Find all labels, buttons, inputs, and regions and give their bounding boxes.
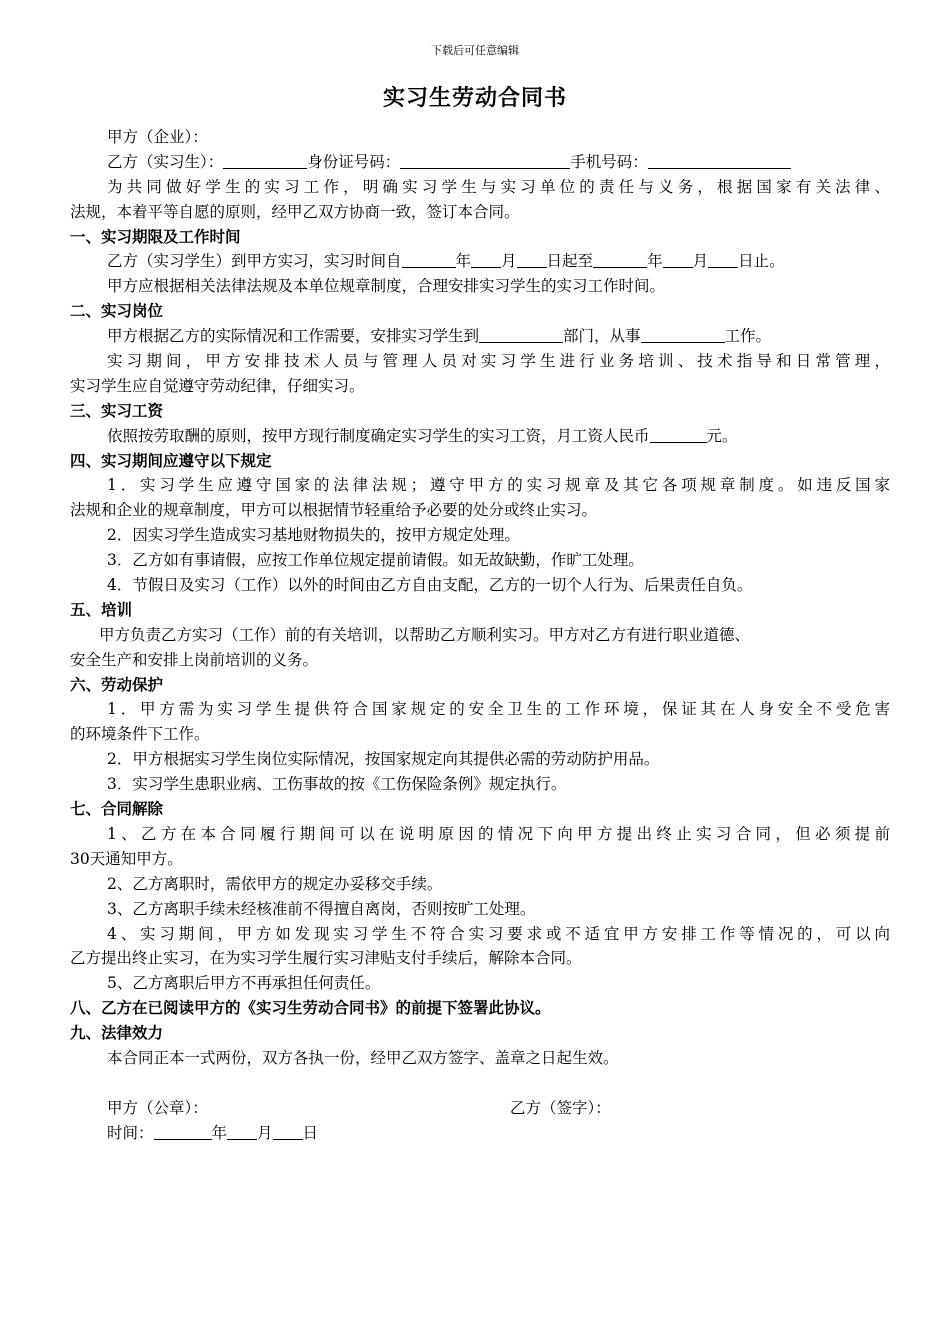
yuan-label: 元。 — [706, 426, 738, 445]
section-1-line-2: 甲方应根据相关法律法规及本单位规章制度，合理安排实习学生的实习工作时间。 — [107, 277, 666, 296]
section-4-line: 2．因实习学生造成实习基地财物损失的，按甲方规定处理。 — [107, 526, 520, 545]
period-text: 乙方（实习学生）到甲方实习，实习时间自 — [107, 252, 402, 271]
sign-day-blank[interactable] — [273, 1122, 303, 1140]
section-9-line: 本合同正本一式两份，双方各执一份，经甲乙双方签字、盖章之日起生效。 — [107, 1048, 619, 1067]
section-7-heading: 七、合同解除 — [70, 800, 164, 819]
header-note: 下载后可任意编辑 — [431, 44, 519, 57]
phone-label: 手机号码： — [570, 152, 648, 171]
id-number-blank[interactable] — [400, 151, 570, 169]
section-5-heading: 五、培训 — [70, 600, 133, 619]
section-4-heading: 四、实习期间应遵守以下规定 — [70, 451, 272, 470]
party-a-seal-label: 甲方（公章）： — [107, 1099, 208, 1117]
internship-period-line — [70, 249, 890, 274]
document-title: 实习生劳动合同书 — [382, 86, 567, 111]
department-label: 部门，从事 — [563, 327, 641, 346]
start-month-blank[interactable] — [471, 250, 501, 268]
section-6-line: 的环境条件下工作。 — [70, 725, 210, 744]
start-year-blank[interactable] — [402, 250, 456, 268]
start-day-blank[interactable] — [517, 250, 547, 268]
sign-month-blank[interactable] — [227, 1122, 257, 1140]
party-b-signature-label: 乙方（签字）： — [510, 1099, 611, 1117]
salary-line — [70, 424, 890, 449]
section-7-line: 乙方提出终止实习，在为实习学生履行实习津贴支付手续后，解除本合同。 — [70, 949, 582, 968]
section-6-line: 1．甲方需为实习学生提供符合国家规定的安全卫生的工作环境，保证其在人身安全不受危害 — [107, 700, 890, 719]
intro-line-1: 为共同做好学生的实习工作，明确实习学生与实习单位的责任与义务，根据国家有关法律、 — [107, 177, 890, 196]
position-text: 甲方根据乙方的实际情况和工作需要，安排实习学生到 — [107, 327, 480, 346]
end-day-blank[interactable] — [708, 250, 738, 268]
section-7-line: 3、乙方离职手续未经核准前不得擅自离岗，否则按旷工处理。 — [107, 899, 536, 918]
section-2-line-3: 实习学生应自觉遵守劳动纪律，仔细实习。 — [70, 376, 365, 395]
end-month-blank[interactable] — [663, 250, 693, 268]
job-blank[interactable] — [641, 325, 725, 343]
intro-line-2: 法规，本着平等自愿的原则，经甲乙双方协商一致，签订本合同。 — [70, 202, 520, 221]
signature-block — [107, 1096, 907, 1146]
section-2-line-2: 实习期间，甲方安排技术人员与管理人员对实习学生进行业务培训、技术指导和日常管理， — [107, 352, 890, 371]
day-label: 日 — [302, 1123, 319, 1142]
signature-date-line — [107, 1121, 907, 1146]
party-b-line — [70, 150, 890, 175]
party-a-label: 甲方（企业）： — [107, 128, 208, 146]
section-7-line: 1、乙方在本合同履行期间可以在说明原因的情况下向甲方提出终止实习合同，但必须提前 — [107, 824, 890, 843]
year-label: 年 — [455, 252, 472, 271]
section-3-heading: 三、实习工资 — [70, 401, 164, 420]
sign-year-blank[interactable] — [154, 1122, 212, 1140]
section-9-heading: 九、法律效力 — [70, 1024, 164, 1043]
section-1-heading: 一、实习期限及工作时间 — [70, 227, 241, 246]
department-blank[interactable] — [479, 325, 563, 343]
section-5-line: 安全生产和安排上岗前培训的义务。 — [70, 650, 319, 669]
party-a-line — [70, 125, 890, 150]
day-from-label: 日起至 — [546, 252, 594, 271]
salary-amount-blank[interactable] — [650, 425, 707, 443]
salary-text: 依照按劳取酬的原则，按甲方现行制度确定实习学生的实习工资，月工资人民币 — [107, 426, 650, 445]
section-8-heading: 八、乙方在已阅读甲方的《实习生劳动合同书》的前提下签署此协议。 — [70, 999, 551, 1018]
section-7-line: 5、乙方离职后甲方不再承担任何责任。 — [107, 974, 381, 993]
section-6-line: 3．实习学生患职业病、工伤事故的按《工伤保险条例》规定执行。 — [107, 775, 567, 794]
section-4-line: 1．实习学生应遵守国家的法律法规；遵守甲方的实习规章及其它各项规章制度。如违反国家 — [107, 476, 890, 495]
position-line — [70, 324, 890, 349]
id-number-label: 身份证号码： — [307, 152, 401, 171]
party-b-label: 乙方（实习生）： — [107, 152, 224, 171]
section-7-line: 2、乙方离职时，需依甲方的规定办妥移交手续。 — [107, 874, 443, 893]
section-6-heading: 六、劳动保护 — [70, 675, 164, 694]
contract-body — [70, 125, 890, 1071]
year-label: 年 — [211, 1123, 228, 1142]
year-label: 年 — [647, 252, 663, 271]
end-year-blank[interactable] — [593, 250, 647, 268]
section-4-line: 法规和企业的规章制度，甲方可以根据情节轻重给予必要的处分或终止实习。 — [70, 501, 598, 520]
student-name-blank[interactable] — [223, 151, 307, 169]
section-4-line: 4．节假日及实习（工作）以外的时间由乙方自由支配，乙方的一切个人行为、后果责任自负。 — [107, 576, 753, 595]
section-4-line: 3．乙方如有事请假，应按工作单位规定提前请假。如无故缺勤，作旷工处理。 — [107, 551, 644, 570]
phone-blank[interactable] — [648, 151, 791, 169]
section-2-heading: 二、实习岗位 — [70, 302, 164, 321]
month-label: 月 — [692, 252, 709, 271]
section-7-line: 4、实习期间，甲方如发现实习学生不符合实习要求或不适宜甲方安排工作等情况的，可以向 — [107, 924, 890, 943]
month-label: 月 — [501, 252, 517, 271]
section-6-line: 2．甲方根据实习学生岗位实际情况，按国家规定向其提供必需的劳动防护用品。 — [107, 750, 660, 769]
signature-row — [107, 1096, 907, 1121]
month-label: 月 — [257, 1123, 273, 1142]
day-to-label: 日止。 — [738, 252, 785, 271]
section-7-line: 30天通知甲方。 — [70, 849, 183, 868]
job-label: 工作。 — [724, 327, 772, 346]
time-label: 时间： — [107, 1123, 154, 1142]
section-5-line: 甲方负责乙方实习（工作）前的有关培训，以帮助乙方顺利实习。甲方对乙方有进行职业道德、 — [99, 625, 751, 644]
